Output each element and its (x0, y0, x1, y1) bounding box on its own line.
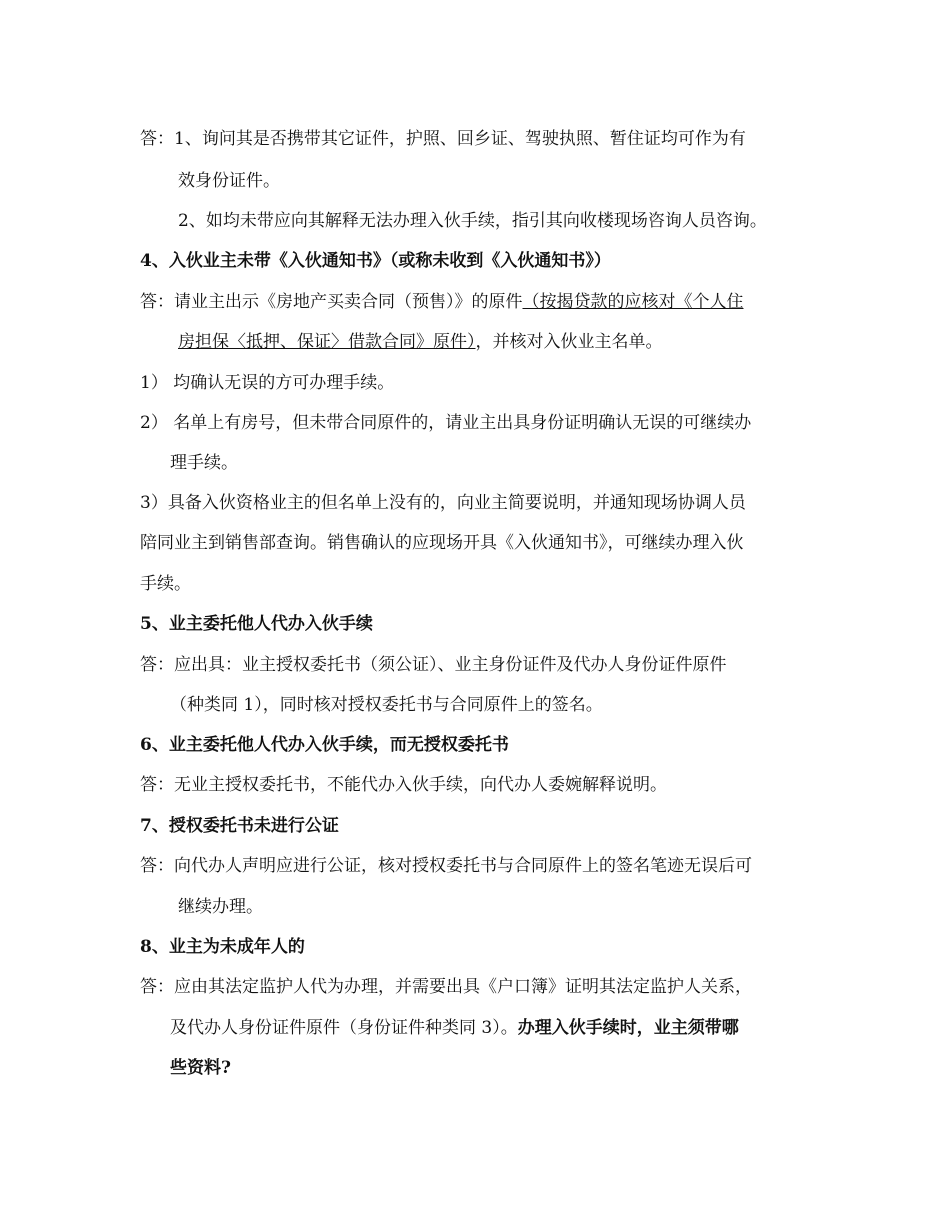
q4-answer-text: 请业主出示《房地产买卖合同（预售）》的原件 (174, 292, 523, 312)
q7-answer-line-1: 答：向代办人声明应进行公证，核对授权委托书与合同原件上的签名笔迹无误后可 (140, 856, 752, 876)
answer-prefix: 答： (140, 292, 174, 312)
q8-answer-text: 及代办人身份证件原件（身份证件种类同 3）。 (170, 1018, 518, 1038)
q4-answer-line-1 (140, 292, 744, 312)
q4-answer-line-2 (178, 332, 663, 352)
answer-prefix: 答： (140, 129, 174, 149)
q8-answer-line-2 (170, 1018, 739, 1038)
q4-heading: 4、入伙业主未带《入伙通知书》（或称未收到《入伙通知书》） (140, 251, 611, 271)
q4-item-3-line-3: 手续。 (140, 574, 191, 594)
q3-answer-line-2: 效身份证件。 (178, 171, 280, 191)
q7-heading: 7、授权委托书未进行公证 (140, 816, 339, 836)
q4-item-1: 1） 均确认无误的方可办理手续。 (140, 373, 395, 393)
q3-answer-line-1 (140, 129, 746, 149)
q4-item-3-line-1: 3）具备入伙资格业主的但名单上没有的，向业主简要说明，并通知现场协调人员 (140, 493, 746, 513)
q5-answer-line-2: （种类同 1），同时核对授权委托书与合同原件上的签名。 (170, 695, 603, 715)
q3-answer-item-2: 2、如均未带应向其解释无法办理入伙手续，指引其向收楼现场咨询人员咨询。 (178, 211, 767, 231)
q4-answer-underlined-1: （按揭贷款的应核对《个人住 (522, 292, 744, 312)
q7-answer-line-2: 继续办理。 (178, 897, 263, 917)
q6-heading: 6、业主委托他人代办入伙手续，而无授权委托书 (140, 735, 509, 755)
q4-answer-tail: ，并核对入伙业主名单。 (475, 332, 663, 352)
q5-heading: 5、业主委托他人代办入伙手续 (140, 614, 373, 634)
q4-item-3-line-2: 陪同业主到销售部查询。销售确认的应现场开具《入伙通知书》，可继续办理入伙 (140, 533, 744, 553)
q6-answer: 答：无业主授权委托书，不能代办入伙手续，向代办人委婉解释说明。 (140, 775, 667, 795)
q8-heading: 8、业主为未成年人的 (140, 937, 305, 957)
q8-answer-line-1: 答：应由其法定监护人代为办理，并需要出具《户口簿》证明其法定监护人关系， (140, 977, 752, 997)
q3-answer-item-1-text: 1、询问其是否携带其它证件，护照、回乡证、驾驶执照、暂住证均可作为有 (174, 129, 746, 149)
next-question-heading-part-1: 办理入伙手续时，业主须带哪 (517, 1018, 739, 1038)
q4-item-2-line-1: 2） 名单上有房号，但未带合同原件的，请业主出具身份证明确认无误的可继续办 (140, 413, 752, 433)
next-question-heading-part-2: 些资料? (170, 1058, 231, 1078)
q4-answer-underlined-2: 房担保〈抵押、保证〉借款合同》原件） (178, 332, 476, 352)
q4-item-2-line-2: 理手续。 (170, 453, 238, 473)
q5-answer-line-1: 答：应出具：业主授权委托书（须公证）、业主身份证件及代办人身份证件原件 (140, 655, 727, 675)
